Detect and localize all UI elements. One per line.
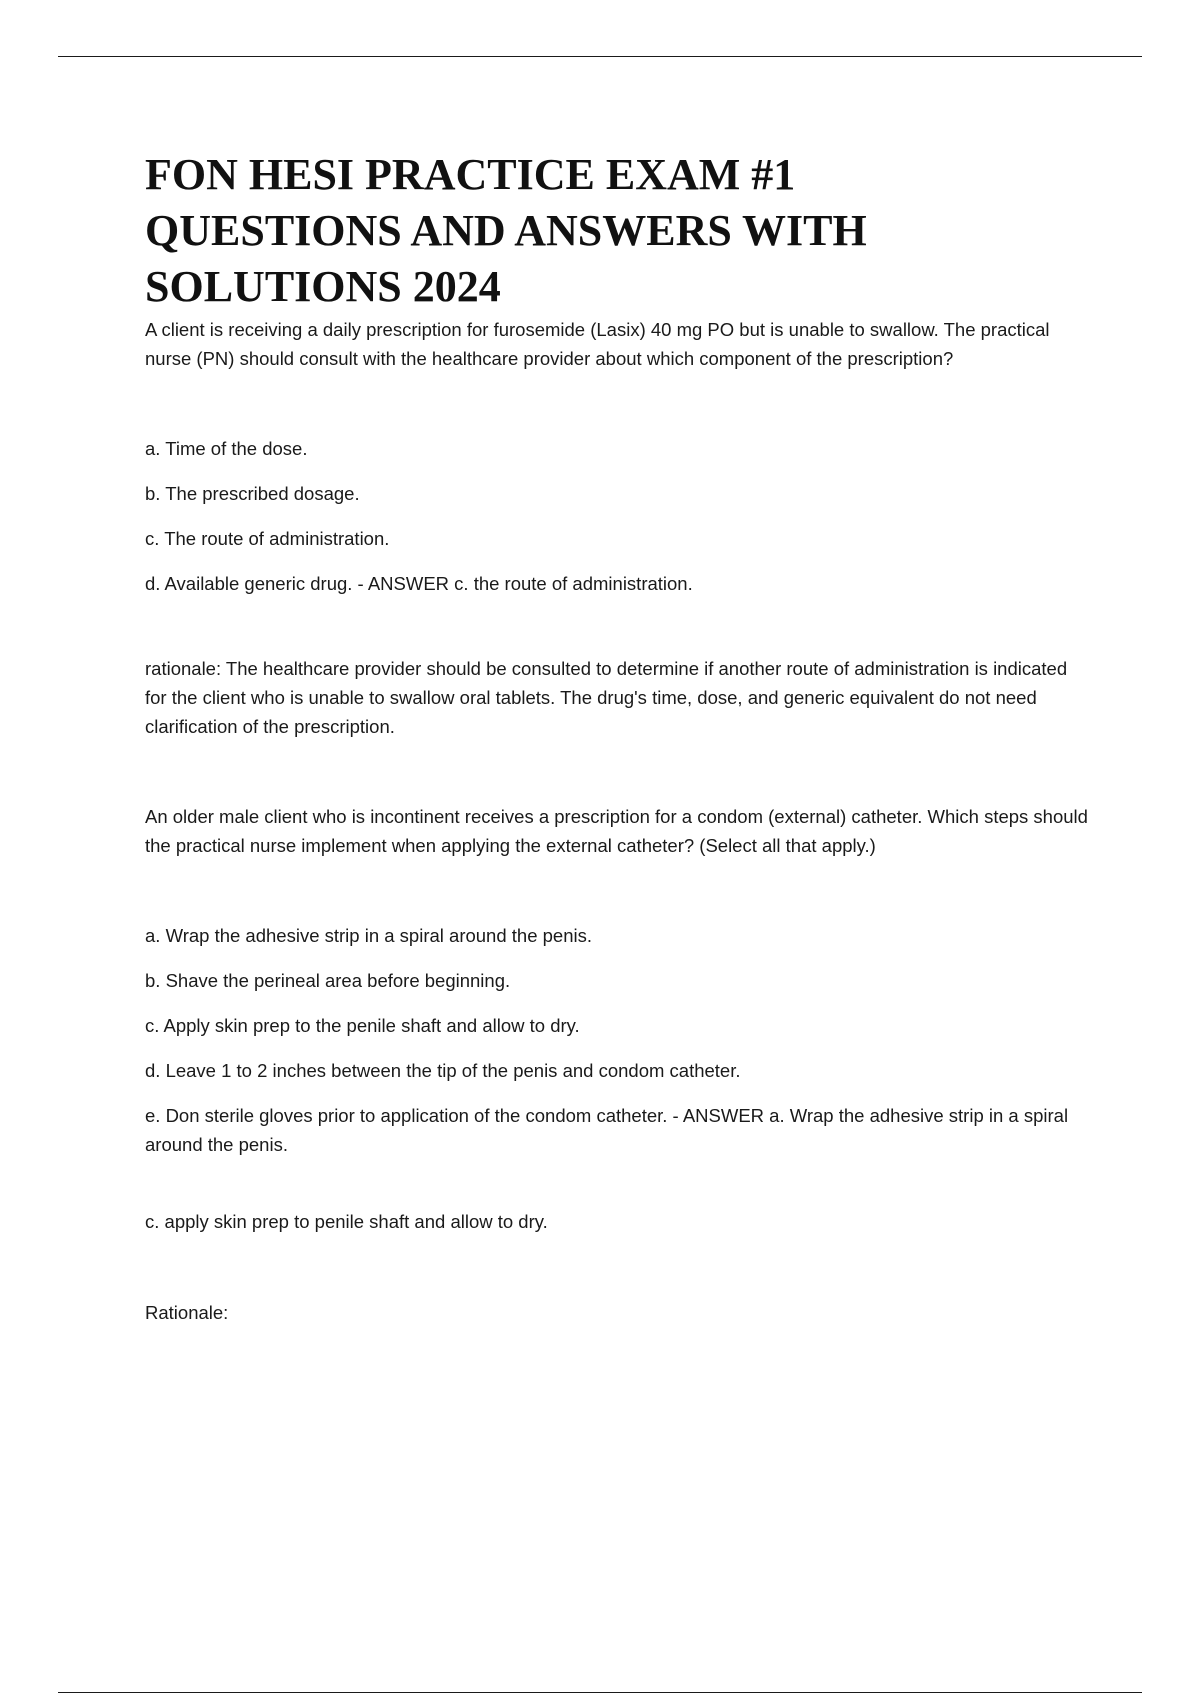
question-1-option-c: c. The route of administration. [145,528,390,549]
question-1-options [145,434,1090,598]
question-2-answer-continuation: c. apply skin prep to penile shaft and allow to dry. [145,1211,548,1232]
question-2-option-e: e. Don sterile gloves prior to application of the condom catheter. - ANSWER a. Wrap the adhesive strip in a spiral around the penis. [145,1105,1069,1155]
bottom-rule [58,1692,1142,1693]
top-rule [58,56,1142,57]
question-2-option-c: c. Apply skin prep to the penile shaft and allow to dry. [145,1015,580,1036]
question-2-rationale: Rationale: [145,1302,229,1323]
question-1-option-d: d. Available generic drug. - ANSWER c. the route of administration. [145,573,693,594]
question-2-option-a: a. Wrap the adhesive strip in a spiral around the penis. [145,925,592,946]
question-2-stem: An older male client who is incontinent receives a prescription for a condom (external) catheter. Which steps should the practical nurse implement when applying the external catheter? (Select all that apply.) [145,806,1088,856]
question-2-option-b: b. Shave the perineal area before beginning. [145,970,511,991]
question-1-option-b: b. The prescribed dosage. [145,483,360,504]
question-2-option-d: d. Leave 1 to 2 inches between the tip of the penis and condom catheter. [145,1060,741,1081]
document-title: FON HESI PRACTICE EXAM #1 QUESTIONS AND ANSWERS WITH SOLUTIONS 2024 [145,150,867,311]
question-1-rationale: rationale: The healthcare provider should be consulted to determine if another route of administration is indicated for the client who is unable to swallow oral tablets. The drug's time, dose, and generic equivalent do not need clarification of the prescription. [145,658,1068,737]
document-body [145,147,1090,1327]
question-1-stem: A client is receiving a daily prescription for furosemide (Lasix) 40 mg PO but is unable to swallow. The practical nurse (PN) should consult with the healthcare provider about which component of the prescription? [145,319,1050,369]
question-2-options [145,921,1090,1159]
question-1-option-a: a. Time of the dose. [145,438,308,459]
